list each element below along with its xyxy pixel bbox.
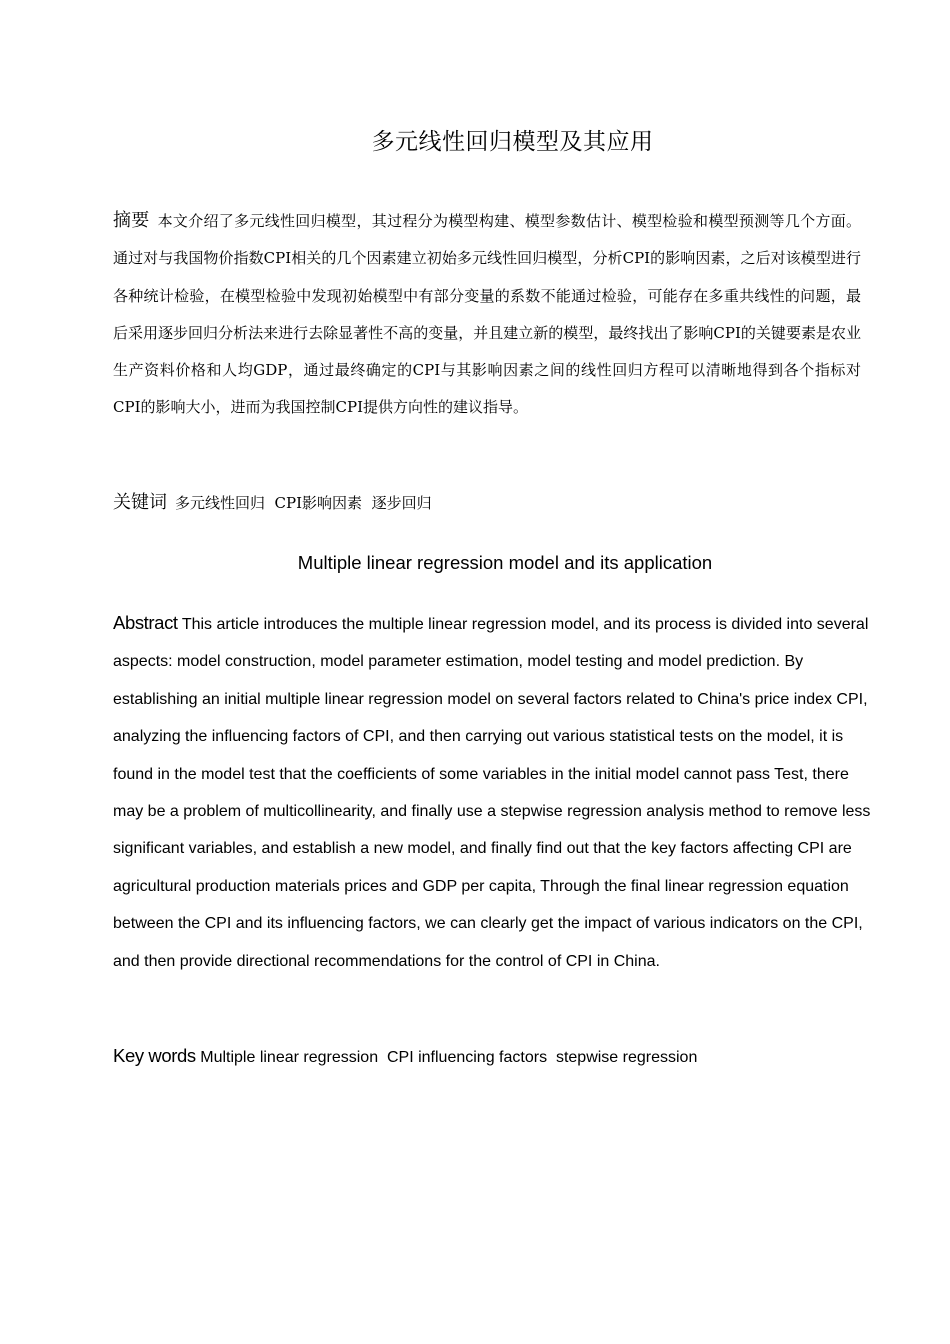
english-title: Multiple linear regression model and its application <box>297 552 713 573</box>
chinese-keywords <box>113 486 861 520</box>
english-keywords-label: Key words <box>113 1045 196 1066</box>
chinese-keywords-label: 关键词 <box>113 492 167 513</box>
chinese-abstract-label: 摘要 <box>113 210 150 231</box>
chinese-abstract <box>113 202 861 427</box>
chinese-title: 多元线性回归模型及其应用 <box>371 129 654 155</box>
english-abstract <box>113 604 873 980</box>
chinese-keywords-text: 多元线性回归 CPI影响因素 逐步回归 <box>175 494 432 512</box>
chinese-abstract-text: 本文介绍了多元线性回归模型，其过程分为模型构建、模型参数估计、模型检验和模型预测等几个方面。通过对与我国物价指数CPI相关的几个因素建立初始多元线性回归模型，分析CPI的影响因素，之后对该模型进行各种统计检验，在模型检验中发现初始模型中有部分变量的系数不能通过检验，可能存在多重共线性的问题，最后采用逐步回归分析法来进行去除显著性不高的变量，并且建立新的模型，最终找出了影响CPI的关键要素是农业生产资料价格和人均GDP，通过最终确定的CPI与其影响因素之间的线性回归方程可以清晰地得到各个指标对CPI的影响大小，进而为我国控制CPI提供方向性的建议指导。 <box>113 212 862 417</box>
english-abstract-label: Abstract <box>113 612 178 633</box>
english-abstract-text: This article introduces the multiple linear regression model, and its process is divided into several aspects: model construction, model parameter estimation, model testing and model prediction. By establishing an initial multiple linear regression model on several factors related to China's price index CPI, analyzing the influencing factors of CPI, and then carrying out various statistical tests on the model, it is found in the model test that the coefficients of some variables in the initial model cannot pass Test, there may be a problem of multicollinearity, and finally use a stepwise regression analysis method to remove less significant variables, and establish a new model, and finally find out that the key factors affecting CPI are agricultural production materials prices and GDP per capita, Through the final linear regression equation between the CPI and its influencing factors, we can clearly get the impact of various indicators on the CPI, and then provide directional recommendations for the control of CPI in China. <box>113 616 871 970</box>
english-keywords <box>113 1040 873 1074</box>
english-keywords-text: Multiple linear regression CPI influencing factors stepwise regression <box>200 1049 698 1066</box>
